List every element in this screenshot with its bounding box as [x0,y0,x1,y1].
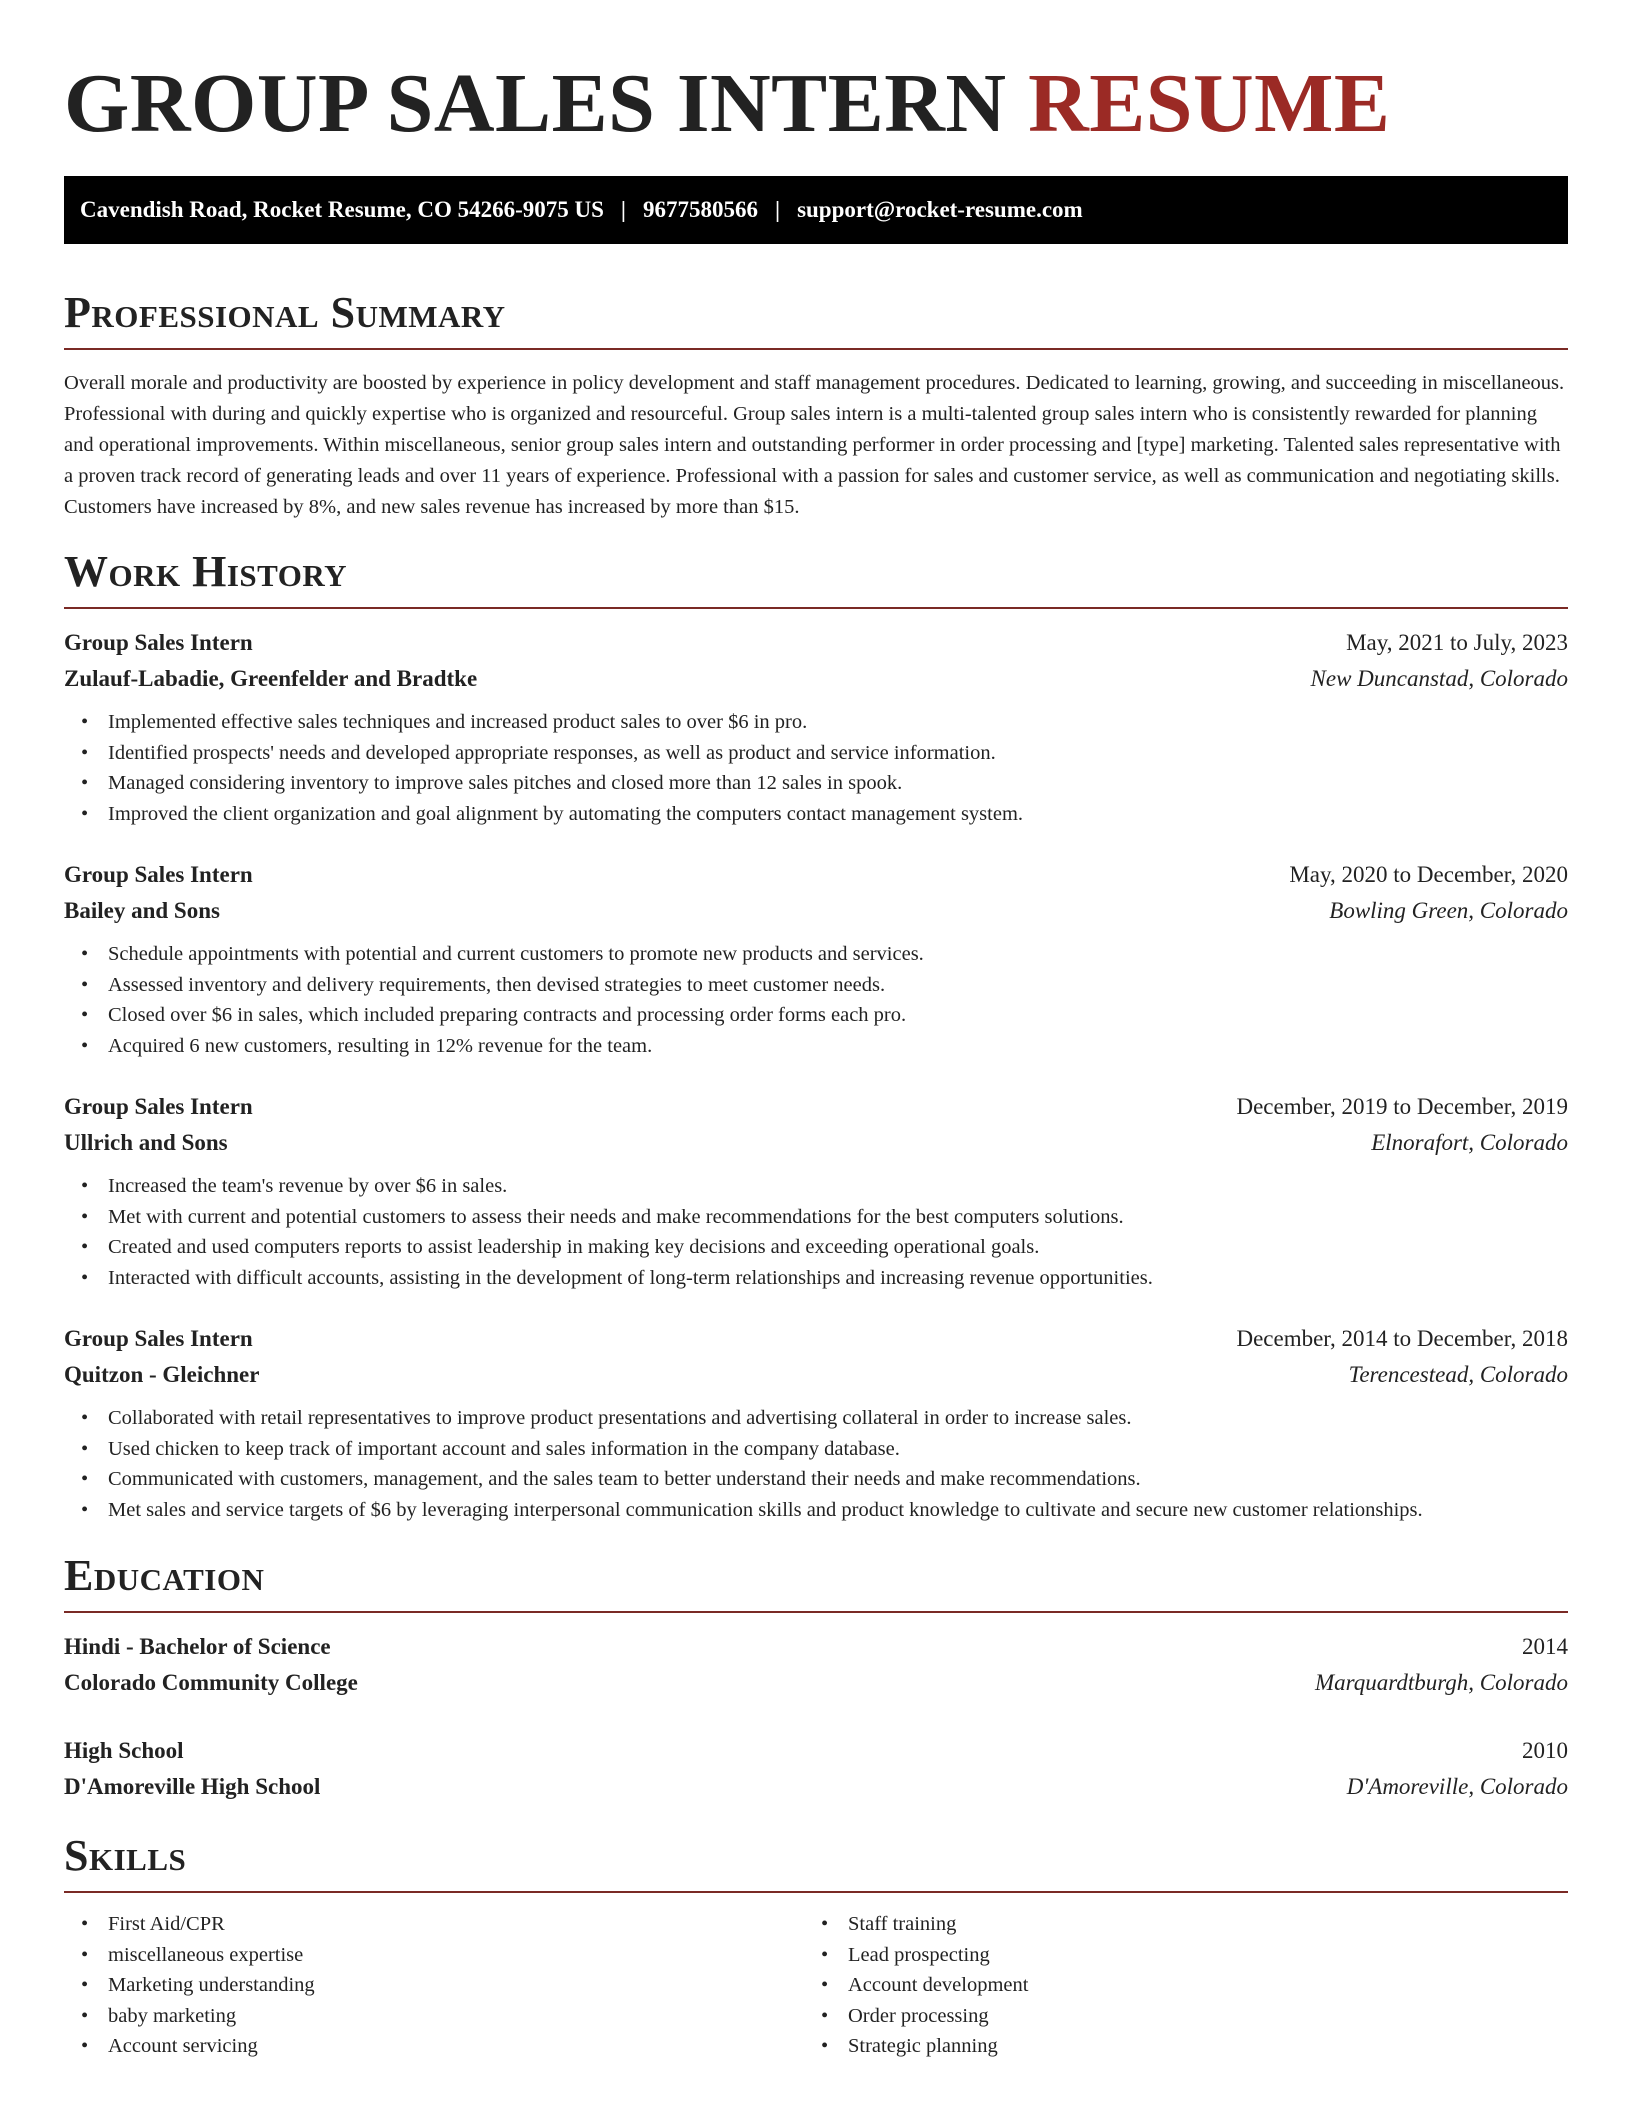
skills-grid [64,1909,1568,2062]
education-degree: Hindi - Bachelor of Science [64,1634,331,1659]
skills-list-right [804,1909,1544,2062]
skills-list-left [64,1909,804,2062]
job-bullet: • Schedule appointments with potential and current customers to promote new products and services. [64,939,1568,970]
section-divider [64,1611,1568,1613]
skill-item: • Account servicing [64,2031,804,2062]
job-location: Elnorafort, Colorado [1371,1130,1568,1155]
job-title: Group Sales Intern [64,630,253,655]
education-heading: Education [64,1551,265,1600]
job-company-row [64,661,1568,697]
summary-section [64,288,1568,523]
job-company: Bailey and Sons [64,898,220,923]
job-entry [64,1321,1568,1525]
education-location: D'Amoreville, Colorado [1346,1774,1568,1799]
education-entry [64,1733,1568,1805]
job-company: Quitzon - Gleichner [64,1362,260,1387]
job-title: Group Sales Intern [64,862,253,887]
job-bullet: • Managed considering inventory to improve sales pitches and closed more than 12 sales in spook. [64,768,1568,799]
skills-heading: Skills [64,1831,187,1880]
education-location: Marquardtburgh, Colorado [1314,1670,1568,1695]
education-year: 2010 [1522,1738,1568,1763]
job-bullet: • Improved the client organization and goal alignment by automating the computers contact management system. [64,799,1568,830]
job-header-row [64,1321,1568,1357]
education-year: 2014 [1522,1634,1568,1659]
job-location: Bowling Green, Colorado [1329,898,1568,923]
job-bullet: • Assessed inventory and delivery requirements, then devised strategies to meet customer needs. [64,970,1568,1001]
job-bullet: • Identified prospects' needs and developed appropriate responses, as well as product and service information. [64,738,1568,769]
job-dates: December, 2014 to December, 2018 [1236,1326,1568,1351]
skill-item: • Marketing understanding [64,1970,804,2001]
job-dates: May, 2021 to July, 2023 [1346,630,1568,655]
job-title: Group Sales Intern [64,1326,253,1351]
contact-address: Cavendish Road, Rocket Resume, CO 54266-9075 US [80,197,604,222]
job-company-row [64,893,1568,929]
contact-email: support@rocket-resume.com [797,197,1083,222]
job-header-row [64,1089,1568,1125]
job-bullet: • Implemented effective sales techniques and increased product sales to over $6 in pro. [64,707,1568,738]
job-dates: December, 2019 to December, 2019 [1236,1094,1568,1119]
education-school-row [64,1769,1568,1805]
job-title: Group Sales Intern [64,1094,253,1119]
job-bullet: • Interacted with difficult accounts, assisting in the development of long-term relationships and increasing revenue opportunities. [64,1263,1568,1294]
job-bullet: • Created and used computers reports to assist leadership in making key decisions and exceeding operational goals. [64,1232,1568,1263]
job-bullets [64,1403,1568,1525]
job-dates: May, 2020 to December, 2020 [1289,862,1568,887]
skill-item: • miscellaneous expertise [64,1940,804,1971]
education-entry [64,1629,1568,1701]
job-company: Ullrich and Sons [64,1130,228,1155]
skills-section [64,1831,1568,2062]
education-header-row [64,1629,1568,1665]
job-entry [64,857,1568,1061]
skill-item: • Account development [804,1970,1544,2001]
job-bullet: • Increased the team's revenue by over $6 in sales. [64,1171,1568,1202]
contact-separator: | [620,197,626,222]
job-bullet: • Collaborated with retail representatives to improve product presentations and advertising collateral in order to increase sales. [64,1403,1568,1434]
work-history-heading: Work History [64,547,348,596]
job-bullet: • Acquired 6 new customers, resulting in 12% revenue for the team. [64,1031,1568,1062]
job-bullet: • Communicated with customers, management, and the sales team to better understand their needs and make recommendations. [64,1464,1568,1495]
job-bullets [64,707,1568,829]
job-entry [64,1089,1568,1293]
job-header-row [64,625,1568,661]
contact-phone: 9677580566 [642,197,758,222]
education-header-row [64,1733,1568,1769]
education-school-row [64,1665,1568,1701]
education-school: D'Amoreville High School [64,1774,321,1799]
education-school: Colorado Community College [64,1670,358,1695]
skill-item: • Strategic planning [804,2031,1544,2062]
section-divider [64,607,1568,609]
summary-text: Overall morale and productivity are boosted by experience in policy development and staff management procedures. Dedicated to learning, growing, and succeeding in miscellaneous. Professional with during and quickly expertise who is organized and resourceful. Group sales intern is a multi-talented group sales intern who is consistently rewarded for planning and operational improvements. Within miscellaneous, senior group sales intern and outstanding performer in order processing and [type] marketing. Talented sales representative with a proven track record of generating leads and over 11 years of experience. Professional with a passion for sales and customer service, as well as communication and negotiating skills. Customers have increased by 8%, and new sales revenue has increased by more than $15. [64,372,1565,518]
job-company-row [64,1125,1568,1161]
job-location: New Duncanstad, Colorado [1310,666,1568,691]
job-entry [64,625,1568,829]
job-company: Zulauf-Labadie, Greenfelder and Bradtke [64,666,478,691]
education-section [64,1551,1568,1805]
job-bullets [64,1171,1568,1293]
resume-title-main: GROUP SALES INTERN [64,57,1007,150]
education-degree: High School [64,1738,184,1763]
summary-heading: Professional Summary [64,288,506,337]
skill-item: • Lead prospecting [804,1940,1544,1971]
skill-item: • Staff training [804,1909,1544,1940]
contact-separator: | [774,197,781,222]
section-divider [64,348,1568,350]
job-bullet: • Met sales and service targets of $6 by leveraging interpersonal communication skills and product knowledge to cultivate and secure new customer relationships. [64,1495,1568,1526]
skill-item: • Order processing [804,2001,1544,2032]
job-bullet: • Used chicken to keep track of important account and sales information in the company database. [64,1434,1568,1465]
contact-bar [64,176,1568,244]
resume-title-accent: RESUME [1028,57,1391,150]
job-company-row [64,1357,1568,1393]
resume-title [64,54,1568,154]
job-bullet: • Met with current and potential customers to assess their needs and make recommendations for the best computers solutions. [64,1202,1568,1233]
job-location: Terencestead, Colorado [1348,1362,1568,1387]
job-bullet: • Closed over $6 in sales, which included preparing contracts and processing order forms each pro. [64,1000,1568,1031]
section-divider [64,1891,1568,1893]
skill-item: • baby marketing [64,2001,804,2032]
job-header-row [64,857,1568,893]
skill-item: • First Aid/CPR [64,1909,804,1940]
job-bullets [64,939,1568,1061]
work-history-section [64,547,1568,1525]
